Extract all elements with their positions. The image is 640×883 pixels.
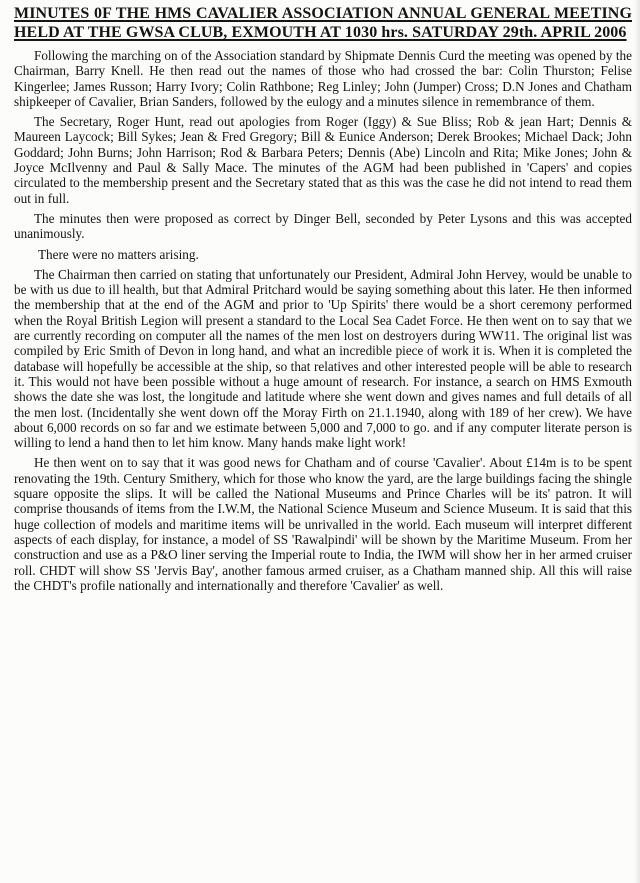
document-title: MINUTES 0F THE HMS CAVALIER ASSOCIATION ANNUAL GENERAL MEETING HELD AT THE GWSA CLUB, EXMOUTH AT 1030 hrs. SATURDAY 29th. APRIL 2006 [14,5,632,41]
paragraph-minutes-approval: The minutes then were proposed as correct by Dinger Bell, seconded by Peter Lysons and this was accepted unanimously. [14,210,632,242]
paragraph-chairman-report: The Chairman then carried on stating that unfortunately our President, Admiral John Hervey, would be unable to be with us due to ill health, but that Admiral Pritchard would be saying something about this later. He then informed the membership that at the end of the AGM and prior to 'Up Spirits' there would be a short ceremony performed when the Royal British Legion will present a standard to the Local Sea Cadet Force. He then went on to say that we are currently recording on computer all the names of the men lost on destroyers during WW11. The original list was compiled by Eric Smith of Devon in long hand, and what an incredible piece of work it is. When it is completed the database will hopefully be accessible at the ship, so that relatives and other interested people will be able to research it. This would not have been possible without a huge amount of research. For instance, a search on HMS Exmouth shows the date she was lost, the longitude and latitude where she went down and gives names and full details of all the men lost. (Incidentally she went down off the Moray Firth on 21.1.1940, along with 189 of her crew). We have about 6,000 records on so far and we estimate between 5,000 and 7,000 to go. and if any computer literate person is willing to lend a hand then to let him know. Many hands make light work! [14,266,632,451]
paragraph-matters-arising: There were no matters arising. [38,246,199,262]
paragraph-apologies: The Secretary, Roger Hunt, read out apologies from Roger (Iggy) & Sue Bliss; Rob & jean Hart; Dennis & Maureen Laycock; Bill Sykes; Jean & Fred Gregory; Bill & Eunice Anderson; Derek Brookes; Michael Dack; John Goddard; John Burns; John Harrison; Rod & Barbara Peters; Dennis (Abe) Lincoln and Rita; Mike Jones; John & Joyce McIlvenny and Paul & Sally Mace. The minutes of the AGM had been published in 'Capers' and copies circulated to the membership present and the Secretary stated that as this was the case he did not intend to read them out in full. [14,114,632,206]
page-edge-shadow [634,0,640,883]
paragraph-opening: Following the marching on of the Association standard by Shipmate Dennis Curd the meeting was opened by the Chairman, Barry Knell. He then read out the names of those who had crossed the bar: Colin Thurston; Felise Kingerlee; James Russon; Harry Ivory; Colin Rathbone; Reg Linley; John (Jumper) Cross; D.N Jones and Chatham shipkeeper of Cavalier, Brian Sanders, followed by the eulogy and a minutes silence in remembrance of them. [14,48,632,109]
paragraph-chatham-news: He then went on to say that it was good news for Chatham and of course 'Cavalier'. About £14m is to be spent renovating the 19th. Century Smithery, which for those who know the yard, are the large buildings facing the shingle square opposite the slips. It will be called the National Museums and Prince Charles will be its' patron. It will comprise thousands of items from the I.W.M, the National Science Museum and Science Museum. It is said that this huge collection of models and maritime items will be unrivalled in the world. Each museum will interpret different aspects of each display, for instance, a model of SS 'Rawalpindi' will be shown by the Maritime Museum. From her construction and use as a P&O liner serving the Imperial route to India, the IWM will show her in her armed cruiser roll. CHDT will show SS 'Jervis Bay', another famous armed cruiser, as a Chatham manned ship. All this will raise the CHDT's profile nationally and internationally and therefore 'Cavalier' as well. [14,455,632,593]
